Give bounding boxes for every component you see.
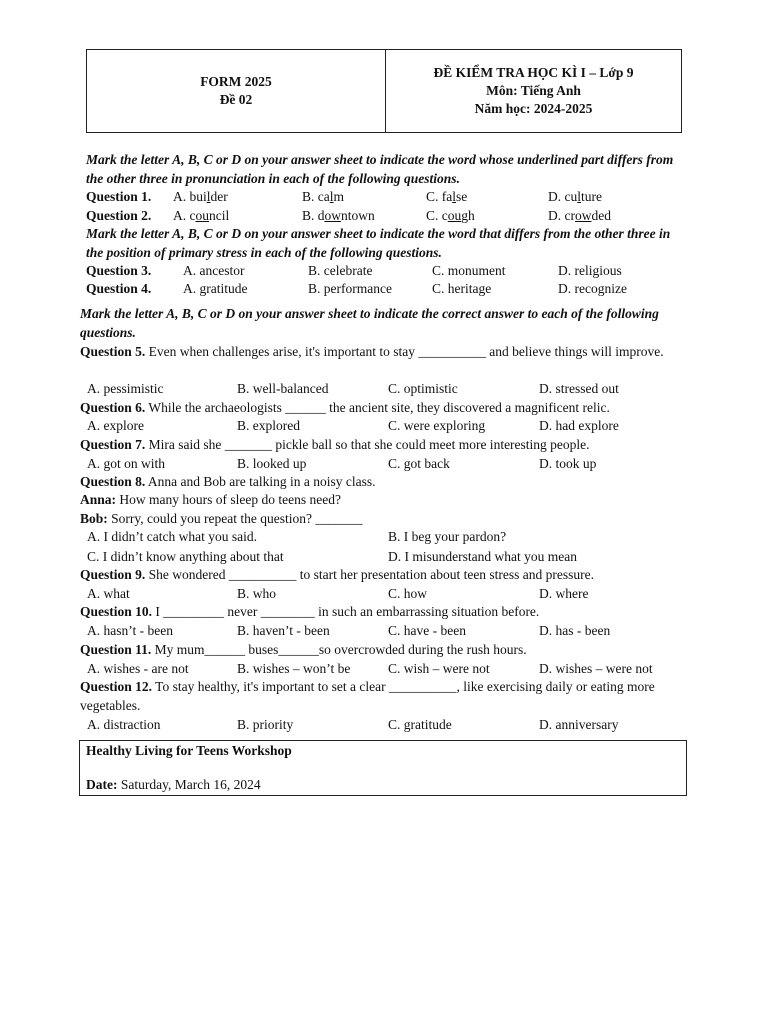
header-left-cell [87,50,386,132]
question-11-stem [80,641,700,660]
question-10-options [87,622,687,640]
option-d: D. where [539,586,589,601]
option-d: D. stressed out [539,381,619,396]
exam-header [86,49,682,133]
option-a: A. council [173,208,230,223]
option-c: C. monument [432,263,506,278]
question-label: Question 6. [80,400,146,415]
workshop-title: Healthy Living for Teens Workshop [86,743,292,758]
question-7-stem [80,436,700,455]
question-12-options [87,716,687,734]
option-b: B. wishes – won’t be [237,661,351,676]
date-label: Date: [86,777,118,792]
option-a: A. distraction [87,717,161,732]
question-text: While the archaeologists ______ the ancient site, they discovered a magnificent relic. [145,400,610,415]
question-9-stem [80,566,700,585]
option-b: B. I beg your pardon? [388,529,507,544]
question-label: Question 10. [80,604,153,619]
option-d: D. religious [558,263,622,278]
speaker-bob: Bob: [80,511,108,526]
question-label: Question 12. [80,679,153,694]
question-6-stem [80,399,700,418]
question-text: Mira said she _______ pickle ball so that she could meet more interesting people. [145,437,590,452]
option-d: D. crowded [548,208,611,223]
section3-instruction: Mark the letter A, B, C or D on your answer sheet to indicate the correct answer to each of the following questions. [80,306,659,340]
question-text: I _________ never ________ in such an embarrassing situation before. [152,604,540,619]
speaker-anna: Anna: [80,492,117,507]
option-c: C. wish – were not [388,661,490,676]
bob-line: Sorry, could you repeat the question? _______ [107,511,363,526]
option-d: D. wishes – were not [539,661,653,676]
question-label: Question 3. [86,263,152,278]
option-b: B. well-balanced [237,381,329,396]
question-9-options [87,585,687,603]
option-a: A. ancestor [183,263,245,278]
option-b: B. priority [237,717,294,732]
option-c: C. I didn’t know anything about that [87,549,284,564]
question-11-options [87,660,687,678]
option-c: C. cough [426,208,475,223]
question-label: Question 4. [86,281,152,296]
option-a: A. I didn’t catch what you said. [87,529,257,544]
question-text: To stay healthy, it's important to set a clear __________, like exercising daily or eating more vegetables. [80,679,655,713]
option-b: B. looked up [237,456,307,471]
option-d: D. had explore [539,418,619,433]
option-b: B. who [237,586,277,601]
option-a: A. explore [87,418,144,433]
subject: Môn: Tiếng Anh [486,83,581,98]
option-d: D. has - been [539,623,611,638]
option-c: C. gratitude [388,717,452,732]
question-label: Question 2. [86,208,152,223]
question-text: Even when challenges arise, it's important to stay __________ and believe things will improve. [145,344,664,359]
question-8-stem [80,473,700,492]
option-a: A. builder [173,189,228,204]
question-label: Question 5. [80,344,146,359]
question-1 [86,188,686,206]
anna-line: How many hours of sleep do teens need? [116,492,341,507]
option-a: A. what [87,586,130,601]
workshop-date [86,777,261,793]
school-year: Năm học: 2024-2025 [474,101,593,116]
dialogue-anna [80,491,700,510]
section1-instruction: Mark the letter A, B, C or D on your answer sheet to indicate the word whose underlined part differs from the other three in pronunciation in each of the following questions. [86,152,674,186]
option-d: D. took up [539,456,597,471]
option-b: B. explored [237,418,300,433]
option-b: B. downtown [302,208,375,223]
option-a: A. gratitude [183,281,248,296]
question-text: She wondered __________ to start her presentation about teen stress and pressure. [145,567,595,582]
exam-title: ĐỀ KIỂM TRA HỌC KÌ I – Lớp 9 [433,65,634,80]
question-2 [86,207,686,225]
question-7-options [87,455,687,473]
question-text: Anna and Bob are talking in a noisy class. [145,474,376,489]
question-label: Question 9. [80,567,146,582]
question-4 [86,280,686,298]
option-b: B. calm [302,189,345,204]
header-right-cell [386,50,681,132]
option-b: B. celebrate [308,263,373,278]
question-label: Question 1. [86,189,152,204]
form-label: FORM 2025 [200,74,272,89]
question-8-options-row2 [87,548,687,566]
option-a: A. wishes - are not [87,661,189,676]
option-c: C. heritage [432,281,492,296]
option-b: B. performance [308,281,392,296]
question-text: My mum______ buses______so overcrowded during the rush hours. [151,642,527,657]
section2-instruction: Mark the letter A, B, C or D on your answer sheet to indicate the word that differs from the other three in the position of primary stress in each of the following questions. [86,226,671,260]
question-5-stem [80,343,686,362]
question-3 [86,262,686,280]
question-12-stem [80,678,686,715]
exam-number: Đề 02 [219,92,253,107]
question-6-options [87,417,687,435]
question-label: Question 8. [80,474,146,489]
option-c: C. optimistic [388,381,458,396]
option-c: C. false [426,189,468,204]
option-b: B. haven’t - been [237,623,330,638]
option-d: D. I misunderstand what you mean [388,549,577,564]
option-c: C. how [388,586,428,601]
date-value: Saturday, March 16, 2024 [117,777,261,792]
dialogue-bob [80,510,700,529]
option-a: A. got on with [87,456,166,471]
option-d: D. culture [548,189,603,204]
option-c: C. were exploring [388,418,486,433]
option-c: C. got back [388,456,450,471]
option-a: A. pessimistic [87,381,164,396]
question-label: Question 7. [80,437,146,452]
workshop-box [79,740,687,796]
question-10-stem [80,603,700,622]
question-8-options-row1 [87,528,687,546]
question-label: Question 11. [80,642,152,657]
option-d: D. anniversary [539,717,619,732]
option-c: C. have - been [388,623,466,638]
option-a: A. hasn’t - been [87,623,173,638]
question-5-options [87,380,687,398]
option-d: D. recognize [558,281,627,296]
